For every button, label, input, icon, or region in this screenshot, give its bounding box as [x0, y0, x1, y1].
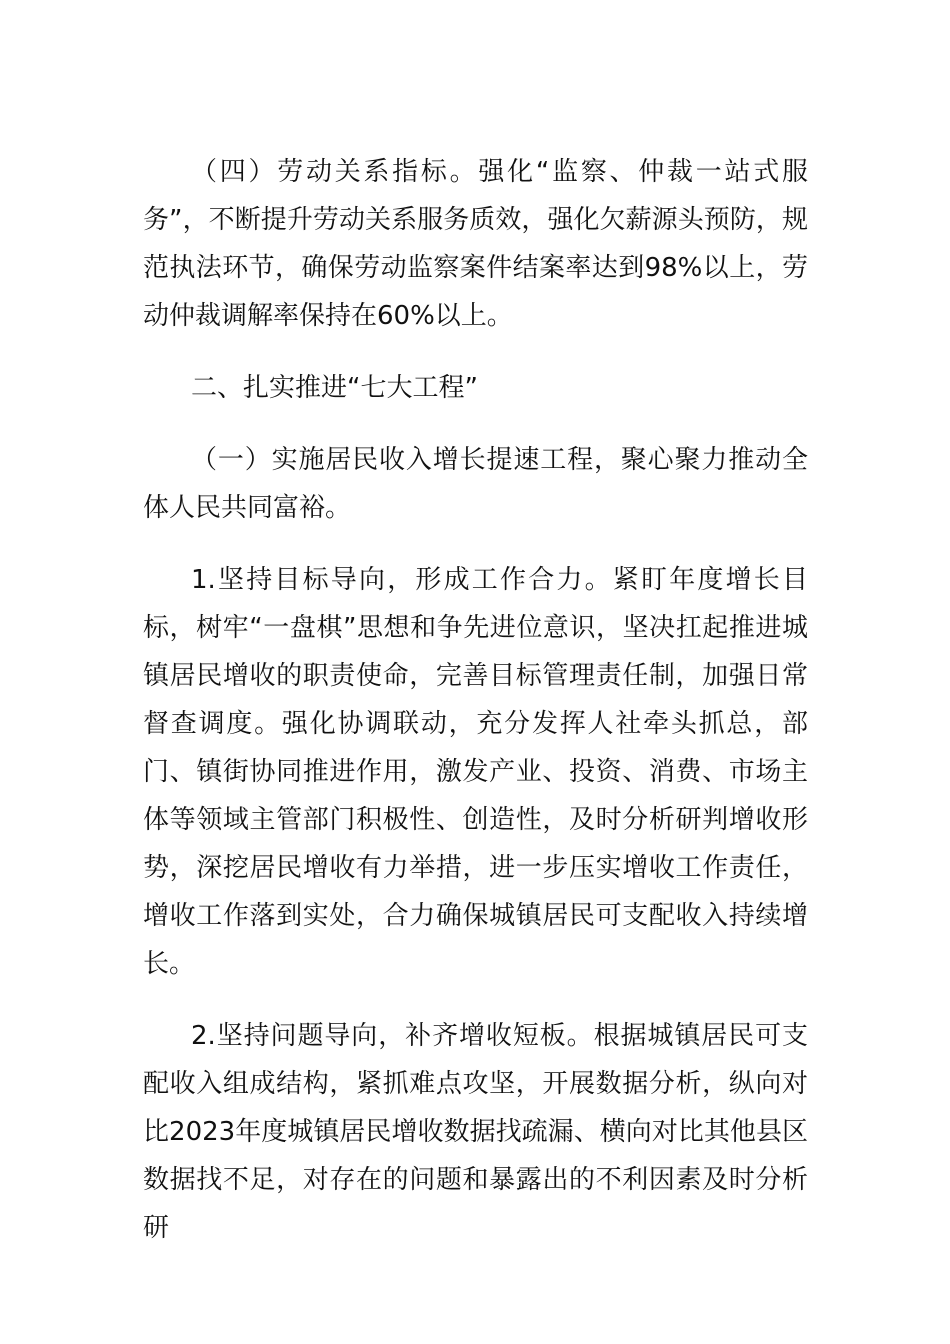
paragraph-goal-orientation: 1.坚持目标导向，形成工作合力。紧盯年度增长目标，树牢“一盘棋”思想和争先进位意识，坚决扛起推进城镇居民增收的职责使命，完善目标管理责任制，加强日常督查调度。强化协调联动，充分发挥人社牵头抓总，部门、镇街协同推进作用，激发产业、投资、消费、市场主体等领域主管部门积极性、创造性，及时分析研判增收形势，深挖居民增收有力举措，进一步压实增收工作责任，增收工作落到实处，合力确保城镇居民可支配收入持续增长。 — [143, 565, 808, 979]
section-heading-seven-projects: 二、扎实推进“七大工程” — [191, 373, 478, 403]
document-body — [143, 148, 808, 1276]
paragraph-labor-relations-indicator: （四）劳动关系指标。强化“监察、仲裁一站式服务”，不断提升劳动关系服务质效，强化欠薪源头预防，规范执法环节，确保劳动监察案件结案率达到98%以上，劳动仲裁调解率保持在60%以上。 — [143, 157, 808, 331]
paragraph-problem-orientation: 2.坚持问题导向，补齐增收短板。根据城镇居民可支配收入组成结构，紧抓难点攻坚，开展数据分析，纵向对比2023年度城镇居民增收数据找疏漏、横向对比其他县区数据找不足，对存在的问题和暴露出的不利因素及时分析研 — [143, 1021, 808, 1243]
paragraph-income-growth-project: （一）实施居民收入增长提速工程，聚心聚力推动全体人民共同富裕。 — [143, 445, 808, 523]
